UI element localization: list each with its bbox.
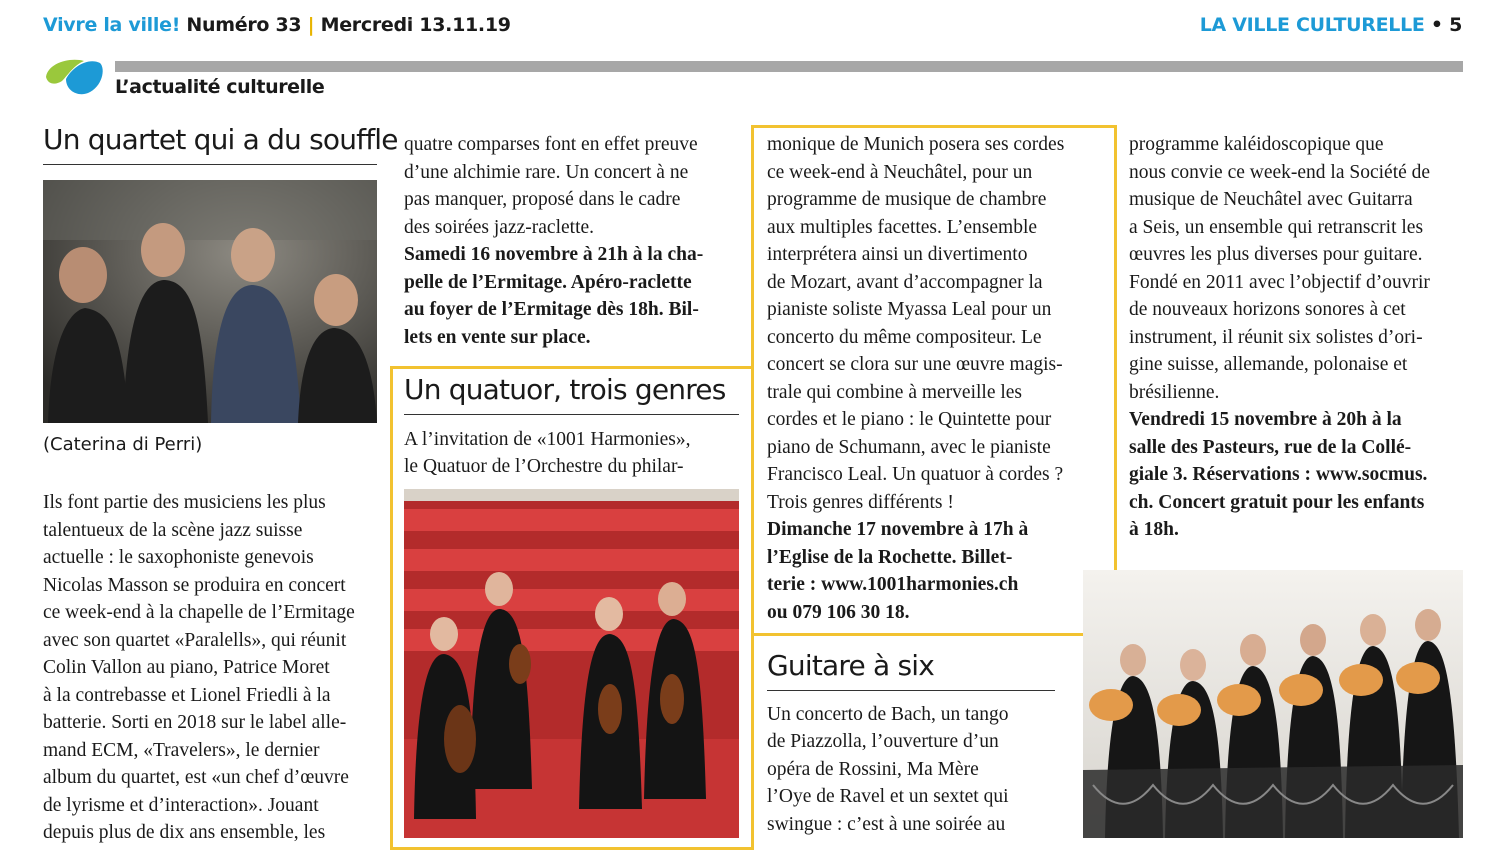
article-title: Guitare à six xyxy=(767,652,1055,691)
event-info-line: ch. Concert gratuit pour les enfants xyxy=(1129,491,1425,513)
body-line: trale qui combine à merveille les xyxy=(767,381,1023,403)
body-line: Un concerto de Bach, un tango xyxy=(767,703,1009,725)
body-line: depuis plus de dix ans ensemble, les xyxy=(43,822,326,843)
body-line: pas manquer, proposé dans le cadre xyxy=(404,189,681,210)
body-line: brésilienne. xyxy=(1129,381,1220,403)
body-line: album du quartet, est «un chef d’œuvre xyxy=(43,767,349,788)
body-line: des soirées jazz-raclette. xyxy=(404,216,595,238)
body-line: mand ECM, «Travelers», le dernier xyxy=(43,739,320,761)
body-line: Colin Vallon au piano, Patrice Moret xyxy=(43,657,330,678)
article-title: Un quatuor, trois genres xyxy=(404,376,739,415)
body-line: Trois genres différents ! xyxy=(767,491,954,513)
event-info-line: giale 3. Réservations : www.socmus. xyxy=(1129,464,1428,485)
frame-bottom-right xyxy=(751,633,1117,636)
rubric-label: Vivre la ville! xyxy=(43,14,181,36)
body-line: actuelle : le saxophoniste genevois xyxy=(43,547,314,568)
guitar-ensemble-photo xyxy=(1083,570,1463,838)
city-logo-icon xyxy=(44,55,106,97)
body-line: Francisco Leal. Un quatuor à cordes ? xyxy=(767,464,1064,485)
event-info-line: pelle de l’Ermitage. Apéro-raclette xyxy=(404,271,692,293)
body-line: Ils font partie des musiciens les plus xyxy=(43,492,326,513)
body-line: à la contrebasse et Lionel Friedli à la xyxy=(43,684,331,706)
body-line: A l’invitation de «1001 Harmonies», xyxy=(404,428,691,450)
body-line: talentueux de la scène jazz suisse xyxy=(43,519,303,541)
section-name: LA VILLE CULTURELLE xyxy=(1199,14,1425,36)
body-line: Nicolas Masson se produira en concert xyxy=(43,574,346,596)
body-line: swingue : c’est à une soirée au xyxy=(767,813,1006,835)
page-number: 5 xyxy=(1449,14,1462,36)
event-info-line: Vendredi 15 novembre à 20h à la xyxy=(1129,409,1402,430)
header-separator: | xyxy=(307,14,315,36)
event-info-line: terie : www.1001harmonies.ch xyxy=(767,574,1019,595)
body-line: interprétera ainsi un divertimento xyxy=(767,244,1028,265)
issue-date: Mercredi 13.11.19 xyxy=(320,14,511,36)
body-line: gine suisse, allemande, polonaise et xyxy=(1129,354,1408,375)
event-info-line: Samedi 16 novembre à 21h à la cha- xyxy=(404,244,704,265)
body-line: de nouveaux horizons sonores à cet xyxy=(1129,299,1406,320)
body-line: concert se clora sur une œuvre magis- xyxy=(767,354,1063,375)
article-quatuor-column xyxy=(404,373,739,481)
frame-upper-edge xyxy=(751,125,754,369)
quartet-photo xyxy=(43,180,377,423)
body-line: l’Oye de Ravel et un sextet qui xyxy=(767,786,1009,807)
event-info-line: salle des Pasteurs, rue de la Collé- xyxy=(1129,436,1412,458)
body-line: cordes et le piano : le Quintette pour xyxy=(767,409,1052,430)
article-quartet-column xyxy=(43,123,398,165)
body-line: œuvres les plus diverses pour guitare. xyxy=(1129,244,1423,265)
issue-number: Numéro 33 xyxy=(186,14,302,36)
frame-right-edge xyxy=(1114,125,1117,636)
body-line: de lyrisme et d’interaction». Jouant xyxy=(43,794,319,816)
body-line: d’une alchimie rare. Un concert à ne xyxy=(404,161,689,183)
frame-top-right xyxy=(751,125,1117,128)
article-quartet-body xyxy=(43,489,377,847)
event-info-line: Dimanche 17 novembre à 17h à xyxy=(767,519,1029,540)
body-line: nous convie ce week-end la Société de xyxy=(1129,161,1431,183)
event-info-line: au foyer de l’Ermitage dès 18h. Bil- xyxy=(404,299,699,320)
page-header-right xyxy=(1200,14,1462,36)
event-info-line: lets en vente sur place. xyxy=(404,326,591,348)
article-guitare-column xyxy=(767,649,1055,838)
article-quatuor-continued xyxy=(767,131,1101,626)
quatuor-photo xyxy=(404,489,739,838)
event-info-line: l’Eglise de la Rochette. Billet- xyxy=(767,546,1013,568)
body-line: aux multiples facettes. L’ensemble xyxy=(767,216,1038,238)
body-line: Fondé en 2011 avec l’objectif d’ouvrir xyxy=(1129,271,1430,293)
section-bar xyxy=(115,61,1463,72)
body-line: piano de Schumann, avec le pianiste xyxy=(767,436,1051,458)
photo-caption: (Caterina di Perri) xyxy=(43,434,203,455)
body-line: instrument, il réunit six solistes d’ori- xyxy=(1129,326,1423,348)
article-title: Un quartet qui a du souffle xyxy=(43,126,377,165)
body-line: quatre comparses font en effet preuve xyxy=(404,134,698,155)
body-line: de Piazzolla, l’ouverture d’un xyxy=(767,731,999,752)
body-line: de Mozart, avant d’accompagner la xyxy=(767,271,1043,293)
body-line: batterie. Sorti en 2018 sur le label alle- xyxy=(43,712,347,733)
body-line: avec son quartet «Paralells», qui réunit xyxy=(43,629,347,651)
article-guitare-continued xyxy=(1129,131,1463,544)
body-line: opéra de Rossini, Ma Mère xyxy=(767,758,979,780)
body-line: le Quatuor de l’Orchestre du philar- xyxy=(404,456,684,477)
body-line: programme kaléidoscopique que xyxy=(1129,134,1384,155)
body-line: programme de musique de chambre xyxy=(767,189,1047,210)
frame-top-left xyxy=(390,366,754,369)
event-info-line: à 18h. xyxy=(1129,519,1179,540)
body-line: a Seis, un ensemble qui retranscrit les xyxy=(1129,216,1424,238)
body-line: monique de Munich posera ses cordes xyxy=(767,134,1065,155)
header-bullet: • xyxy=(1430,14,1443,36)
event-info-line: ou 079 106 30 18. xyxy=(767,601,910,623)
body-line: ce week-end à Neuchâtel, pour un xyxy=(767,161,1033,183)
section-label: L’actualité culturelle xyxy=(115,76,325,98)
body-line: pianiste soliste Myassa Leal pour un xyxy=(767,299,1052,320)
body-line: concerto du même compositeur. Le xyxy=(767,326,1042,348)
page-header-left xyxy=(43,14,511,36)
body-line: musique de Neuchâtel avec Guitarra xyxy=(1129,189,1413,210)
body-line: ce week-end à la chapelle de l’Ermitage xyxy=(43,602,355,623)
article-quartet-continued xyxy=(404,131,739,351)
